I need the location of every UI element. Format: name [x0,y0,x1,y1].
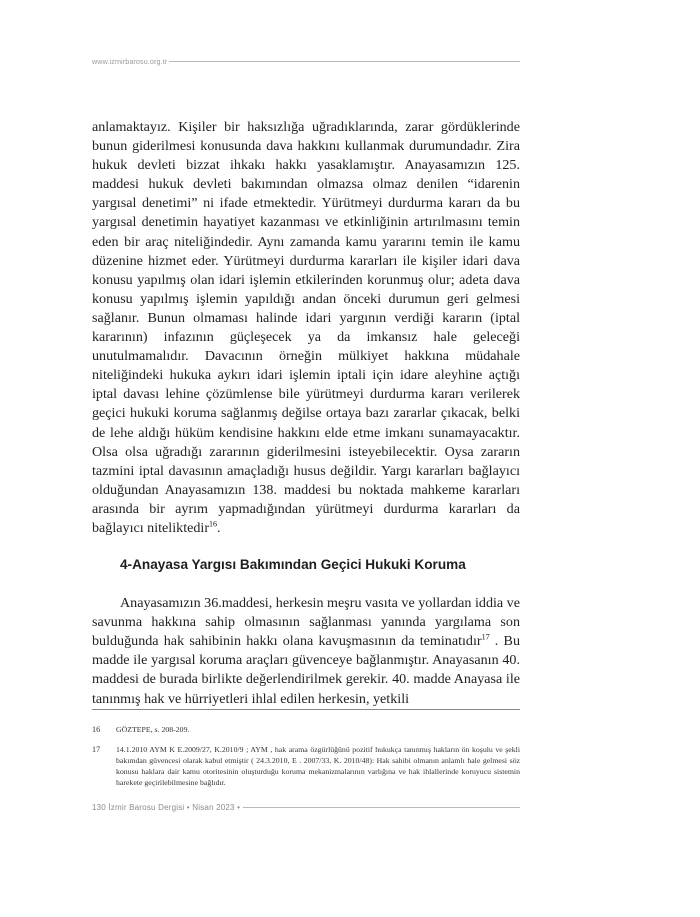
footnote-text: GÖZTEPE, s. 208-209. [116,725,190,734]
paragraph-1 [92,118,520,538]
page-footer [92,800,520,814]
footnote-16 [92,724,520,735]
footer-rule [243,807,520,808]
paragraph-2-text-a: Anayasamızın 36.maddesi, herkesin meşru vasıta ve yollardan iddia ve savunma hakkına sahip olmasının sağlanması yanında yargılama son bulduğunda hak sahibinin hakkı olana kavuşmasının da teminatıdır [92,595,520,650]
main-text [92,118,520,709]
footnote-ref-16: 16 [209,519,218,529]
footnote-17 [92,744,520,788]
paragraph-1-end: . [217,519,221,536]
footnote-text: 14.1.2010 AYM K E.2009/27, K.2010/9 ; AYM , hak arama özgürlüğünü pozitif hukukça tanınmış hakların ön koşulu ve şekli bakımdan güvencesi olarak kabul etmiştir ( 24.3.2010, E . 2007/33, K. 2010/48): Hak sahibi olmanın anlamlı hale gelmesi söz konusu haklara dair kamu otoritesinin oluşturduğu koruma mekanizmalarının varlığına ve hak ihlallerinde koruyucu sistemin harekete geçirilebilmesine bağlıdır. [116,745,520,787]
section-heading: 4-Anayasa Yargısı Bakımından Geçici Hukuki Koruma [120,557,466,573]
header-rule [169,61,520,62]
footnotes [92,724,520,797]
footnote-ref-17: 17 [481,632,490,642]
paragraph-1-text: anlamaktayız. Kişiler bir haksızlığa uğradıklarında, zarar gördüklerinde bunun giderilmesi konusunda dava hakkını kullanmak durumundadır. Zira hukuk devleti bizzat ihkakı hakkı yasaklamıştır. Anayasamızın 125. maddesi hukuk devleti bakımından olmazsa olmaz denilen “idarenin yargısal denetimi” ni ifade etmektedir. Yürütmeyi durdurma kararı da bu yargısal denetimin hayatiyet kazanması ve etkinliğinin artırılmasını temin eden bir araç niteliğindedir. Aynı zamanda kamu yararını temin ile kamu düzenine hizmet eder. Yürütmeyi durdurma kararları ile kişiler idari dava konusu yapılmış olan idari işlemin etkilerinden korunmuş olur; adeta dava konusu yapılmış işlemin yapıldığı andan önceki durumun geri gelmesi sağlanır. Bunun olmaması halinde idari yargının verdiği kararın (iptal kararının) infazının güçleşecek ya da imkansız hale geleceği unutulmamalıdır. Davacının örneğin mülkiyet hakkına müdahale niteliğindeki hukuka aykırı idari işlemin iptali için idare aleyhine açtığı iptal davası lehine çözümlense bile yürütmeyi durdurma kararı verilerek geçici hukuki koruma sağlanmış değilse ortaya bazı zararlar çıkacak, belki de lehe aldığı hüküm kendisine hakkını elde etme imkanı sunamayacaktır. Olsa olsa uğradığı zararının giderilmesini isteyebilecektir. Oysa zararın tazmini iptal davasının amaçladığı husus değildir. Yargı kararları bağlayıcı olduğundan Anayasamızın 138. maddesi bu noktada mahkeme kararları arasında bir ayrım yapmadığından yürütmeyi durdurma kararları da bağlayıcı niteliktedir [92,119,520,536]
paragraph-2-text-b: . Bu madde ile yargısal koruma araçları güvenceye bağlanmıştır. Anayasanın 40. maddesi de burada birlikte değerlendirilmek gerekir. 40. madde Anayasa ile tanınmış hak ve hürriyetleri ihlal edilen herkesin, yetkili [92,633,520,707]
header-url: www.izmirbarosu.org.tr [92,56,168,66]
footnote-number: 16 [92,725,101,734]
page-header [92,54,520,68]
footnote-rule [92,709,520,710]
paragraph-2 [92,594,520,709]
footnote-number: 17 [92,745,101,754]
footer-page-info: 130 İzmir Barosu Dergisi • Nisan 2023 • [92,802,241,812]
